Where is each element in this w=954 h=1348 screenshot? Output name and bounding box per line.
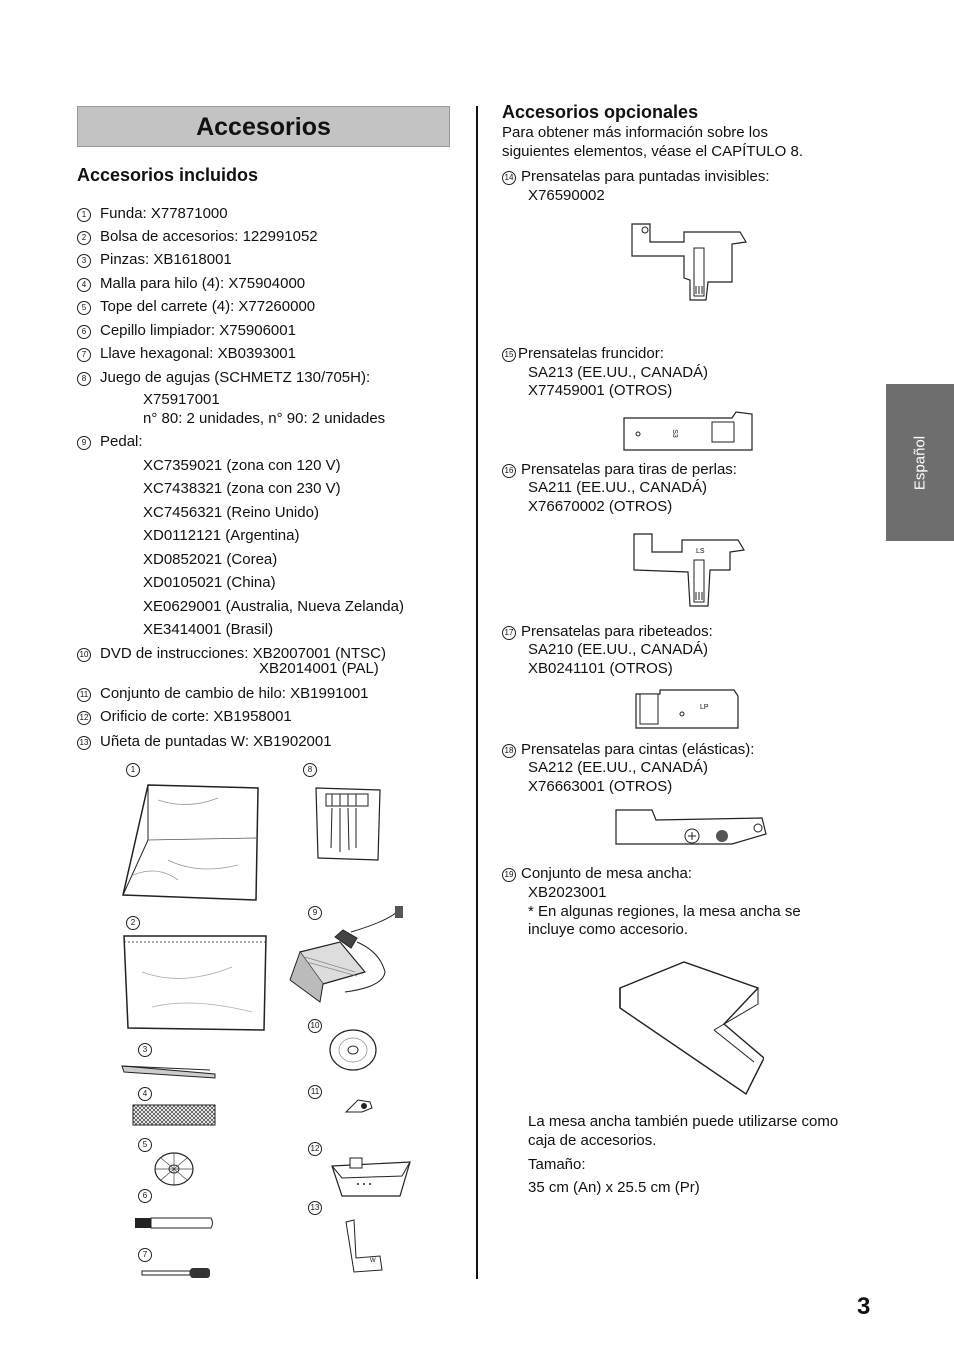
- list-item: 3 Pinzas: XB1618001: [77, 251, 232, 269]
- dvd-pal-code: XB2014001 (PAL): [259, 660, 379, 677]
- foot-mark-s3: S3: [670, 429, 678, 438]
- blind-stitch-foot-illustration: [628, 220, 748, 302]
- pearl-foot-illustration: [630, 530, 748, 608]
- figure-label: 12: [308, 1142, 322, 1156]
- optional-heading: Accesorios opcionales: [502, 102, 699, 122]
- list-item: 16 Prensatelas para tiras de perlas:: [502, 460, 737, 479]
- pedal-code: XC7456321 (Reino Unido): [143, 504, 319, 521]
- elastic-foot-illustration: [612, 804, 768, 852]
- needle-code: X75917001: [143, 391, 220, 408]
- brush-illustration: [133, 1215, 215, 1231]
- foot-mark-w: W: [370, 1258, 376, 1264]
- figure-label: 10: [308, 1019, 322, 1033]
- item-code: X76590002: [528, 187, 605, 204]
- item-code: XB0241101 (OTROS): [528, 660, 673, 677]
- optional-intro: siguientes elementos, véase el CAPÍTULO 8.: [502, 143, 803, 160]
- language-tab: Español: [886, 384, 954, 541]
- pedal-code: XE3414001 (Brasil): [143, 621, 274, 638]
- foot-mark-ls: LS: [696, 548, 705, 555]
- item-code: SA212 (EE.UU., CANADÁ): [528, 759, 709, 776]
- thread-net-illustration: [132, 1104, 216, 1126]
- dvd-illustration: [328, 1028, 378, 1072]
- list-item: 5 Tope del carrete (4): X77260000: [77, 298, 315, 316]
- figure-label: 1: [126, 763, 140, 777]
- cover-illustration: [118, 780, 263, 905]
- item-note: incluye como accesorio.: [528, 921, 689, 938]
- figure-label: 13: [308, 1201, 322, 1215]
- list-item: 13 Uñeta de puntadas W: XB1902001: [77, 733, 332, 751]
- item-code: SA210 (EE.UU., CANADÁ): [528, 641, 709, 658]
- list-item: 18 Prensatelas para cintas (elásticas):: [502, 740, 754, 759]
- item-code: SA211 (EE.UU., CANADÁ): [528, 479, 707, 496]
- pedal-code: XD0852021 (Corea): [143, 551, 278, 568]
- needle-set-illustration: [314, 786, 382, 862]
- table-note: caja de accesorios.: [528, 1132, 657, 1149]
- figure-label: 4: [138, 1087, 152, 1101]
- list-item: 14 Prensatelas para puntadas invisibles:: [502, 167, 769, 186]
- item-code: X77459001 (OTROS): [528, 382, 673, 399]
- list-item: 6 Cepillo limpiador: X75906001: [77, 322, 296, 340]
- accessory-bag-illustration: [122, 932, 268, 1032]
- list-item: 7 Llave hexagonal: XB0393001: [77, 345, 296, 363]
- page-title: Accesorios: [77, 106, 450, 147]
- foot-mark-lp: LP: [700, 704, 709, 711]
- needle-counts: n° 80: 2 unidades, n° 90: 2 unidades: [143, 410, 386, 427]
- list-item: 15 Prensatelas fruncidor:: [502, 344, 664, 363]
- tweezers-illustration: [120, 1062, 220, 1082]
- pedal-code: XD0112121 (Argentina): [143, 527, 300, 544]
- list-item: 2 Bolsa de accesorios: 122991052: [77, 228, 318, 246]
- pedal-code: XC7359021 (zona con 120 V): [143, 457, 341, 474]
- figure-label: 6: [138, 1189, 152, 1203]
- item-note: * En algunas regiones, la mesa ancha se: [528, 903, 801, 920]
- list-item: 8 Juego de agujas (SCHMETZ 130/705H):: [77, 369, 370, 387]
- wide-table-illustration: [614, 958, 764, 1098]
- thread-changer-illustration: [344, 1094, 374, 1114]
- list-item: 4 Malla para hilo (4): X75904000: [77, 275, 305, 293]
- pedal-code: XE0629001 (Australia, Nueva Zelanda): [143, 598, 404, 615]
- list-item: 10 DVD de instrucciones: XB2007001 (NTSC): [77, 645, 386, 663]
- list-item: 11 Conjunto de cambio de hilo: XB1991001: [77, 685, 369, 703]
- list-item: 17 Prensatelas para ribeteados:: [502, 622, 713, 641]
- list-item: 19 Conjunto de mesa ancha:: [502, 864, 692, 883]
- size-label: Tamaño:: [528, 1156, 586, 1173]
- gathering-foot-illustration: [622, 410, 754, 454]
- figure-label: 7: [138, 1248, 152, 1262]
- item-code: SA213 (EE.UU., CANADÁ): [528, 364, 709, 381]
- item-code: XB2023001: [528, 884, 607, 901]
- piping-foot-illustration: [634, 688, 742, 732]
- column-divider: [476, 106, 478, 1279]
- list-item: 9 Pedal:: [77, 433, 143, 451]
- item-code: X76670002 (OTROS): [528, 498, 673, 515]
- figure-label: 9: [308, 906, 322, 920]
- included-heading: Accesorios incluidos: [77, 165, 259, 185]
- figure-label: 11: [308, 1085, 322, 1099]
- optional-intro: Para obtener más información sobre los: [502, 124, 768, 141]
- table-note: La mesa ancha también puede utilizarse como: [528, 1113, 839, 1130]
- list-item: 12 Orificio de corte: XB1958001: [77, 708, 292, 726]
- page-number: 3: [857, 1293, 871, 1320]
- hex-wrench-illustration: [140, 1266, 212, 1280]
- list-item: 1 Funda: X77871000: [77, 205, 228, 223]
- figure-label: 2: [126, 916, 140, 930]
- pedal-code: XD0105021 (China): [143, 574, 276, 591]
- size-value: 35 cm (An) x 25.5 cm (Pr): [528, 1179, 700, 1196]
- pedal-code: XC7438321 (zona con 230 V): [143, 480, 341, 497]
- item-code: X76663001 (OTROS): [528, 778, 673, 795]
- figure-label: 8: [303, 763, 317, 777]
- spool-cap-illustration: [153, 1151, 195, 1187]
- figure-label: 3: [138, 1043, 152, 1057]
- trimmer-catcher-illustration: [330, 1152, 412, 1198]
- foot-pedal-illustration: [285, 902, 415, 1006]
- stitch-finger-w-illustration: [342, 1218, 384, 1274]
- figure-label: 5: [138, 1138, 152, 1152]
